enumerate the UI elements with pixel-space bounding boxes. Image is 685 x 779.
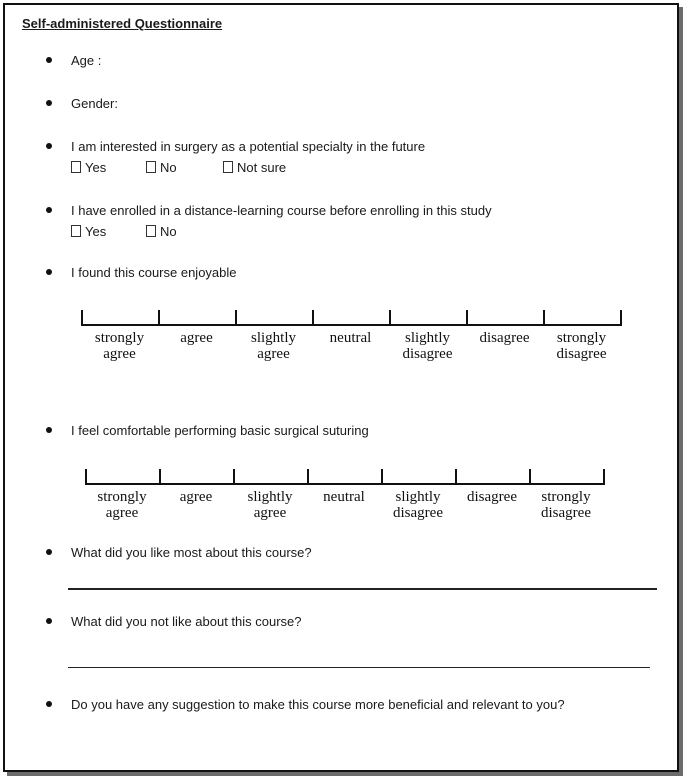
option-yes-surgery[interactable]: Yes [71,160,106,175]
option-yes-distance[interactable]: Yes [71,224,106,239]
scale-option-label: neutral [323,489,365,505]
checkbox-icon[interactable] [223,161,233,173]
scale-option-label: slightly [404,330,450,346]
scale-tick [235,310,237,326]
scale-option-label-2: disagree [402,346,453,362]
scale-option-3[interactable] [311,330,391,346]
scale-tick [381,469,383,485]
scale-option-2[interactable] [234,330,314,362]
scale-tick [529,469,531,485]
scale-option-6[interactable] [526,489,606,521]
checkbox-icon[interactable] [71,225,81,237]
checkbox-icon[interactable] [146,225,156,237]
scale-tick [620,310,622,326]
scale-tick [312,310,314,326]
scale-tick [81,310,83,326]
scale-tick [389,310,391,326]
scale-tick [85,469,87,485]
scale-option-label: slightly [250,330,296,346]
bullet-icon [46,207,52,213]
bullet-icon [46,269,52,275]
scale-tick [543,310,545,326]
question-not-liked: What did you not like about this course? [71,614,302,629]
scale-option-label-2: agree [103,346,136,362]
bullet-icon [46,549,52,555]
scale-tick [159,469,161,485]
question-suggestion: Do you have any suggestion to make this course more beneficial and relevant to you? [71,697,565,712]
question-enjoyable: I found this course enjoyable [71,265,237,280]
scale-option-label: neutral [329,330,372,346]
answer-line-not-liked[interactable] [68,667,650,668]
scale-option-label-2: agree [253,505,287,521]
scale-option-0[interactable] [80,330,160,362]
scale-option-label: agree [180,330,213,346]
bullet-icon [46,57,52,63]
scale-option-label: strongly [541,489,591,505]
scale-option-label: disagree [479,330,530,346]
scale-option-label: disagree [467,489,517,505]
bullet-icon [46,100,52,106]
scale-option-3[interactable] [304,489,384,505]
scale-axis [81,324,620,326]
scale-tick [233,469,235,485]
scale-option-5[interactable] [452,489,532,505]
scale-option-label: slightly [395,489,441,505]
scale-option-label: strongly [97,489,147,505]
option-not-sure-surgery[interactable]: Not sure [223,160,286,175]
scale-option-5[interactable] [465,330,545,346]
question-gender: Gender: [71,96,118,111]
question-surgery-interest: I am interested in surgery as a potential specialty in the future [71,139,426,154]
scale-option-label-2: disagree [541,505,591,521]
scale-option-label: strongly [556,330,607,346]
scale-option-label-2: agree [257,346,290,362]
bullet-icon [46,427,52,433]
bullet-icon [46,143,52,149]
scale-tick [603,469,605,485]
scale-option-label-2: disagree [393,505,443,521]
checkbox-icon[interactable] [146,161,156,173]
bullet-icon [46,701,52,707]
scale-option-label: slightly [247,489,293,505]
question-liked-most: What did you like most about this course? [71,545,312,560]
scale-axis [85,483,603,485]
scale-option-2[interactable] [230,489,310,521]
scale-tick [455,469,457,485]
scale-option-4[interactable] [388,330,468,362]
scale-tick [307,469,309,485]
option-no-distance[interactable]: No [146,224,177,239]
scale-option-6[interactable] [542,330,622,362]
scale-option-label: strongly [94,330,145,346]
bullet-icon [46,618,52,624]
scale-option-label-2: disagree [556,346,607,362]
scale-option-1[interactable] [157,330,237,346]
questionnaire-frame [3,3,679,772]
question-distance-learning: I have enrolled in a distance-learning course before enrolling in this study [71,203,492,218]
page-title: Self-administered Questionnaire [22,16,223,31]
answer-line-liked-most[interactable] [68,588,657,590]
question-suturing: I feel comfortable performing basic surgical suturing [71,423,369,438]
scale-option-1[interactable] [156,489,236,505]
scale-option-4[interactable] [378,489,458,521]
question-age: Age : [71,53,102,68]
scale-tick [158,310,160,326]
checkbox-icon[interactable] [71,161,81,173]
scale-tick [466,310,468,326]
option-no-surgery[interactable]: No [146,160,177,175]
scale-option-label-2: agree [105,505,139,521]
scale-option-0[interactable] [82,489,162,521]
scale-option-label: agree [179,489,213,505]
